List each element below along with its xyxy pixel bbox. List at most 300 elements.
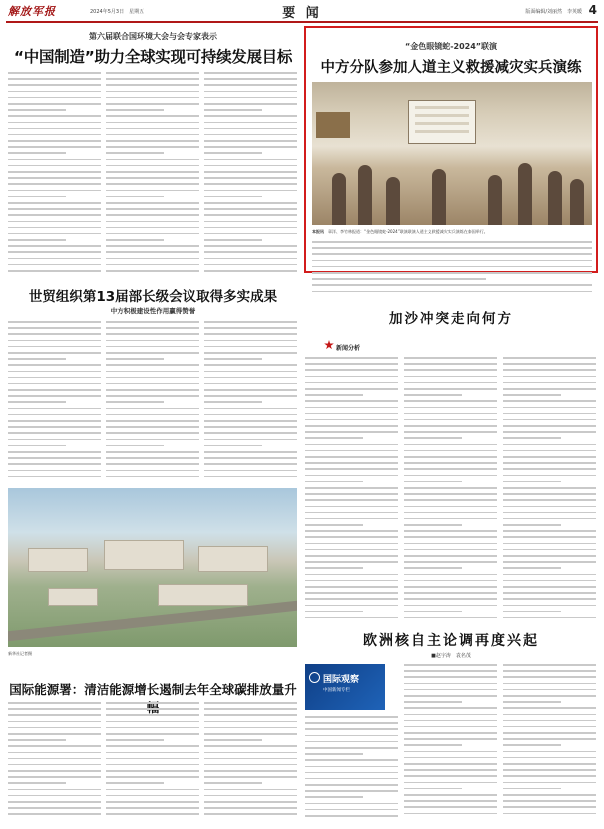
text-line bbox=[503, 676, 596, 678]
photo-person bbox=[518, 163, 532, 225]
photo-cabinet bbox=[316, 112, 350, 138]
text-line bbox=[503, 419, 596, 421]
text-line bbox=[404, 481, 462, 483]
text-line bbox=[204, 364, 297, 366]
text-line bbox=[106, 122, 199, 124]
text-line bbox=[106, 721, 199, 723]
text-line bbox=[8, 714, 101, 716]
text-line bbox=[503, 800, 596, 802]
text-line bbox=[8, 251, 101, 253]
text-line bbox=[204, 758, 297, 760]
text-line bbox=[404, 561, 497, 563]
text-line bbox=[204, 190, 297, 192]
text-line bbox=[305, 394, 363, 396]
text-line bbox=[305, 605, 398, 607]
text-line bbox=[404, 689, 497, 691]
text-line bbox=[503, 499, 596, 501]
text-line bbox=[204, 159, 297, 161]
text-line bbox=[204, 721, 297, 723]
text-line bbox=[305, 766, 398, 768]
text-line bbox=[204, 128, 297, 130]
text-line bbox=[8, 177, 101, 179]
text-line bbox=[106, 251, 199, 253]
text-line bbox=[503, 468, 596, 470]
text-line bbox=[404, 536, 497, 538]
text-line bbox=[404, 813, 497, 815]
text-line bbox=[305, 506, 398, 508]
text-line bbox=[404, 499, 497, 501]
text-line bbox=[404, 695, 497, 697]
text-line bbox=[8, 196, 66, 198]
text-line bbox=[8, 426, 101, 428]
text-line bbox=[106, 78, 199, 80]
lead-label: 本报讯 bbox=[312, 229, 328, 234]
text-line bbox=[8, 221, 101, 223]
text-line bbox=[204, 183, 297, 185]
story2-headline[interactable]: 世贸组织第13届部长级会议取得多实成果 bbox=[28, 289, 278, 305]
text-line bbox=[106, 159, 199, 161]
text-line bbox=[503, 689, 596, 691]
text-line bbox=[8, 432, 101, 434]
boxed-story-headline[interactable]: 中方分队参加人道主义救援减灾实兵演练 bbox=[320, 60, 582, 76]
text-line bbox=[8, 770, 101, 772]
text-line bbox=[106, 333, 199, 335]
text-line bbox=[204, 72, 297, 74]
text-line bbox=[404, 567, 462, 569]
text-line bbox=[106, 776, 199, 778]
text-line bbox=[106, 91, 199, 93]
text-line bbox=[305, 796, 363, 798]
text-line bbox=[204, 702, 297, 704]
text-line bbox=[8, 202, 101, 204]
text-line bbox=[204, 196, 262, 198]
text-line bbox=[106, 165, 199, 167]
text-line bbox=[305, 518, 398, 520]
text-line bbox=[305, 617, 398, 619]
text-line bbox=[8, 227, 101, 229]
text-line bbox=[8, 122, 101, 124]
text-line bbox=[503, 714, 596, 716]
text-line bbox=[503, 518, 596, 520]
text-line bbox=[204, 264, 297, 266]
text-line bbox=[106, 352, 199, 354]
globe-icon bbox=[309, 672, 320, 683]
text-line bbox=[204, 97, 297, 99]
text-line bbox=[8, 109, 66, 111]
text-line bbox=[404, 592, 497, 594]
text-line bbox=[503, 598, 596, 600]
text-line bbox=[106, 202, 199, 204]
text-line bbox=[503, 555, 596, 557]
text-line bbox=[503, 536, 596, 538]
text-line bbox=[404, 543, 497, 545]
photo-person bbox=[386, 177, 400, 225]
text-line bbox=[8, 171, 101, 173]
text-line bbox=[404, 437, 462, 439]
text-line bbox=[106, 340, 199, 342]
text-line bbox=[8, 183, 101, 185]
text-line bbox=[204, 214, 297, 216]
text-line bbox=[404, 701, 462, 703]
text-line bbox=[503, 813, 596, 815]
text-line bbox=[503, 506, 596, 508]
text-line bbox=[305, 437, 363, 439]
story5-column-1 bbox=[305, 716, 398, 821]
text-line bbox=[204, 171, 297, 173]
text-line bbox=[204, 140, 297, 142]
text-line bbox=[503, 726, 596, 728]
text-line bbox=[305, 543, 398, 545]
text-line bbox=[204, 327, 297, 329]
text-line bbox=[404, 419, 497, 421]
text-line bbox=[204, 358, 262, 360]
text-line bbox=[305, 382, 398, 384]
text-line bbox=[503, 670, 596, 672]
text-line bbox=[8, 233, 101, 235]
text-line bbox=[503, 530, 596, 532]
text-line bbox=[8, 352, 101, 354]
text-line bbox=[106, 134, 199, 136]
text-line bbox=[305, 790, 398, 792]
news-analysis-badge: 新闻分析 bbox=[336, 345, 361, 352]
story4-headline[interactable]: 国际能源署：清洁能源增长遏制去年全球碳排放量升 bbox=[9, 682, 297, 697]
text-line bbox=[503, 701, 561, 703]
text-line bbox=[305, 735, 398, 737]
photo-person bbox=[570, 179, 584, 225]
text-line bbox=[204, 270, 297, 272]
text-line bbox=[8, 340, 101, 342]
text-line bbox=[305, 586, 398, 588]
text-line bbox=[8, 764, 101, 766]
page-number: 4 bbox=[588, 3, 597, 17]
story1-column-3 bbox=[204, 72, 297, 276]
text-line bbox=[404, 518, 497, 520]
text-line bbox=[305, 549, 398, 551]
text-line bbox=[503, 425, 596, 427]
masthead-rule bbox=[6, 21, 598, 23]
text-line bbox=[312, 272, 592, 274]
text-line bbox=[106, 714, 199, 716]
story5-column-2 bbox=[404, 664, 497, 819]
text-line bbox=[204, 457, 297, 459]
text-line bbox=[404, 450, 497, 452]
text-line bbox=[503, 605, 596, 607]
text-line bbox=[106, 420, 199, 422]
text-line bbox=[204, 789, 297, 791]
text-line bbox=[106, 752, 199, 754]
text-line bbox=[503, 493, 596, 495]
text-line bbox=[106, 377, 199, 379]
text-line bbox=[106, 476, 199, 478]
photo-projection-screen bbox=[408, 100, 476, 144]
text-line bbox=[305, 407, 398, 409]
text-line bbox=[106, 183, 199, 185]
text-line bbox=[503, 720, 596, 722]
text-line bbox=[8, 383, 101, 385]
text-line bbox=[106, 208, 199, 210]
text-line bbox=[404, 664, 497, 666]
text-line bbox=[8, 321, 101, 323]
text-line bbox=[305, 425, 398, 427]
text-line bbox=[106, 451, 199, 453]
text-line bbox=[8, 152, 66, 154]
text-line bbox=[204, 177, 297, 179]
text-line bbox=[305, 400, 398, 402]
text-line bbox=[106, 221, 199, 223]
text-line bbox=[312, 284, 592, 286]
text-line bbox=[404, 493, 497, 495]
text-line bbox=[503, 407, 596, 409]
story3-headline[interactable]: 加沙冲突走向何方 bbox=[389, 311, 513, 327]
text-line bbox=[8, 270, 101, 272]
story1-headline[interactable]: “中国制造”助力全球实现可持续发展目标 bbox=[13, 48, 293, 66]
text-line bbox=[106, 115, 199, 117]
text-line bbox=[503, 732, 596, 734]
section-title: 要 闻 bbox=[282, 6, 322, 21]
text-line bbox=[305, 530, 398, 532]
text-line bbox=[8, 420, 101, 422]
text-line bbox=[305, 716, 398, 718]
text-line bbox=[204, 245, 297, 247]
text-line bbox=[204, 389, 297, 391]
text-line bbox=[106, 346, 199, 348]
text-line bbox=[106, 439, 199, 441]
text-line bbox=[305, 487, 398, 489]
text-line bbox=[312, 247, 592, 249]
text-line bbox=[8, 258, 101, 260]
text-line bbox=[404, 512, 497, 514]
text-line bbox=[204, 745, 297, 747]
text-line bbox=[204, 463, 297, 465]
text-line bbox=[312, 291, 592, 293]
boxed-story bbox=[304, 26, 598, 273]
story5-headline[interactable]: 欧洲核自主论调再度兴起 bbox=[363, 633, 539, 649]
text-line bbox=[503, 664, 596, 666]
text-line bbox=[503, 592, 596, 594]
text-line bbox=[305, 481, 363, 483]
text-line bbox=[8, 745, 101, 747]
text-line bbox=[106, 264, 199, 266]
text-line bbox=[106, 432, 199, 434]
text-line bbox=[404, 775, 497, 777]
text-line bbox=[503, 431, 596, 433]
text-line bbox=[404, 506, 497, 508]
text-line bbox=[8, 333, 101, 335]
text-line bbox=[404, 598, 497, 600]
text-line bbox=[503, 738, 596, 740]
text-line bbox=[8, 103, 101, 105]
text-line bbox=[503, 757, 596, 759]
text-line bbox=[204, 432, 297, 434]
story2-subheadline: 中方积极建设性作用赢得赞誉 bbox=[110, 307, 196, 315]
text-line bbox=[8, 346, 101, 348]
text-line bbox=[404, 382, 497, 384]
text-line bbox=[8, 165, 101, 167]
text-line bbox=[404, 413, 497, 415]
text-line bbox=[503, 763, 596, 765]
badge-subtitle: 中国新闻专栏 bbox=[323, 688, 350, 693]
text-line bbox=[503, 437, 561, 439]
text-line bbox=[503, 357, 596, 359]
text-line bbox=[204, 795, 297, 797]
text-line bbox=[204, 708, 297, 710]
text-line bbox=[8, 470, 101, 472]
text-line bbox=[312, 278, 486, 280]
text-line bbox=[404, 738, 497, 740]
text-line bbox=[8, 795, 101, 797]
text-line bbox=[8, 208, 101, 210]
text-line bbox=[305, 803, 398, 805]
story4-column-1 bbox=[8, 702, 101, 820]
photo-person bbox=[432, 169, 446, 225]
text-line bbox=[305, 468, 398, 470]
text-line bbox=[404, 707, 497, 709]
text-line bbox=[8, 146, 101, 148]
text-line bbox=[404, 580, 497, 582]
photo-caption: 新华社记者摄 bbox=[8, 651, 32, 656]
text-line bbox=[8, 84, 101, 86]
text-line bbox=[106, 708, 199, 710]
boxed-story-body bbox=[312, 241, 592, 297]
text-line bbox=[204, 764, 297, 766]
text-line bbox=[8, 134, 101, 136]
text-line bbox=[503, 394, 561, 396]
text-line bbox=[204, 146, 297, 148]
text-line bbox=[404, 475, 497, 477]
masthead bbox=[0, 0, 604, 22]
text-line bbox=[106, 146, 199, 148]
text-line bbox=[8, 414, 101, 416]
text-line bbox=[106, 739, 164, 741]
text-line bbox=[305, 413, 398, 415]
story3-column-2 bbox=[404, 357, 497, 623]
photo-person bbox=[358, 165, 372, 225]
text-line bbox=[404, 769, 497, 771]
text-line bbox=[404, 720, 497, 722]
text-line bbox=[204, 470, 297, 472]
text-line bbox=[503, 788, 561, 790]
text-line bbox=[305, 357, 398, 359]
text-line bbox=[503, 782, 596, 784]
text-line bbox=[106, 408, 199, 410]
text-line bbox=[8, 813, 101, 815]
text-line bbox=[8, 140, 101, 142]
text-line bbox=[305, 592, 398, 594]
text-line bbox=[503, 561, 596, 563]
text-line bbox=[503, 369, 596, 371]
photo-person bbox=[332, 173, 346, 225]
text-line bbox=[404, 617, 497, 619]
text-line bbox=[204, 340, 297, 342]
text-line bbox=[305, 512, 398, 514]
text-line bbox=[8, 377, 101, 379]
photo-building bbox=[104, 540, 184, 570]
text-line bbox=[305, 475, 398, 477]
text-line bbox=[305, 561, 398, 563]
text-line bbox=[204, 439, 297, 441]
text-line bbox=[106, 171, 199, 173]
story5-column-3 bbox=[503, 664, 596, 819]
text-line bbox=[503, 524, 561, 526]
text-line bbox=[106, 270, 199, 272]
text-line bbox=[8, 752, 101, 754]
text-line bbox=[404, 524, 462, 526]
text-line bbox=[8, 408, 101, 410]
text-line bbox=[404, 670, 497, 672]
text-line bbox=[305, 722, 398, 724]
text-line bbox=[404, 407, 497, 409]
text-line bbox=[8, 327, 101, 329]
text-line bbox=[404, 549, 497, 551]
text-line bbox=[8, 702, 101, 704]
text-line bbox=[305, 419, 398, 421]
text-line bbox=[106, 389, 199, 391]
text-line bbox=[8, 739, 66, 741]
text-line bbox=[106, 227, 199, 229]
text-line bbox=[8, 807, 101, 809]
text-line bbox=[204, 333, 297, 335]
text-line bbox=[106, 109, 164, 111]
text-line bbox=[204, 408, 297, 410]
text-line bbox=[106, 190, 199, 192]
text-line bbox=[404, 788, 462, 790]
page-editors: 版面编辑/刘丽然 李英暖 bbox=[525, 9, 582, 15]
text-line bbox=[305, 580, 398, 582]
text-line bbox=[8, 451, 101, 453]
text-line bbox=[8, 371, 101, 373]
text-line bbox=[106, 321, 199, 323]
text-line bbox=[106, 239, 164, 241]
text-line bbox=[106, 745, 199, 747]
text-line bbox=[106, 727, 199, 729]
text-line bbox=[106, 770, 199, 772]
text-line bbox=[305, 363, 398, 365]
photo-building bbox=[48, 588, 98, 606]
text-line bbox=[204, 782, 262, 784]
text-line bbox=[503, 481, 561, 483]
text-line bbox=[8, 264, 101, 266]
text-line bbox=[8, 733, 101, 735]
text-line bbox=[204, 733, 297, 735]
text-line bbox=[8, 395, 101, 397]
text-line bbox=[503, 794, 596, 796]
text-line bbox=[106, 807, 199, 809]
text-line bbox=[8, 190, 101, 192]
international-watch-badge bbox=[305, 664, 385, 710]
text-line bbox=[204, 813, 297, 815]
text-line bbox=[204, 476, 297, 478]
text-line bbox=[404, 456, 497, 458]
text-line bbox=[305, 567, 363, 569]
text-line bbox=[305, 809, 398, 811]
text-line bbox=[503, 549, 596, 551]
text-line bbox=[106, 733, 199, 735]
text-line bbox=[106, 426, 199, 428]
text-line bbox=[503, 400, 596, 402]
text-line bbox=[503, 580, 596, 582]
text-line bbox=[305, 759, 398, 761]
text-line bbox=[106, 358, 164, 360]
text-line bbox=[106, 327, 199, 329]
text-line bbox=[503, 775, 596, 777]
text-line bbox=[204, 801, 297, 803]
text-line bbox=[503, 413, 596, 415]
text-line bbox=[305, 778, 398, 780]
text-line bbox=[305, 611, 363, 613]
text-line bbox=[8, 239, 66, 241]
text-line bbox=[404, 676, 497, 678]
text-line bbox=[404, 683, 497, 685]
